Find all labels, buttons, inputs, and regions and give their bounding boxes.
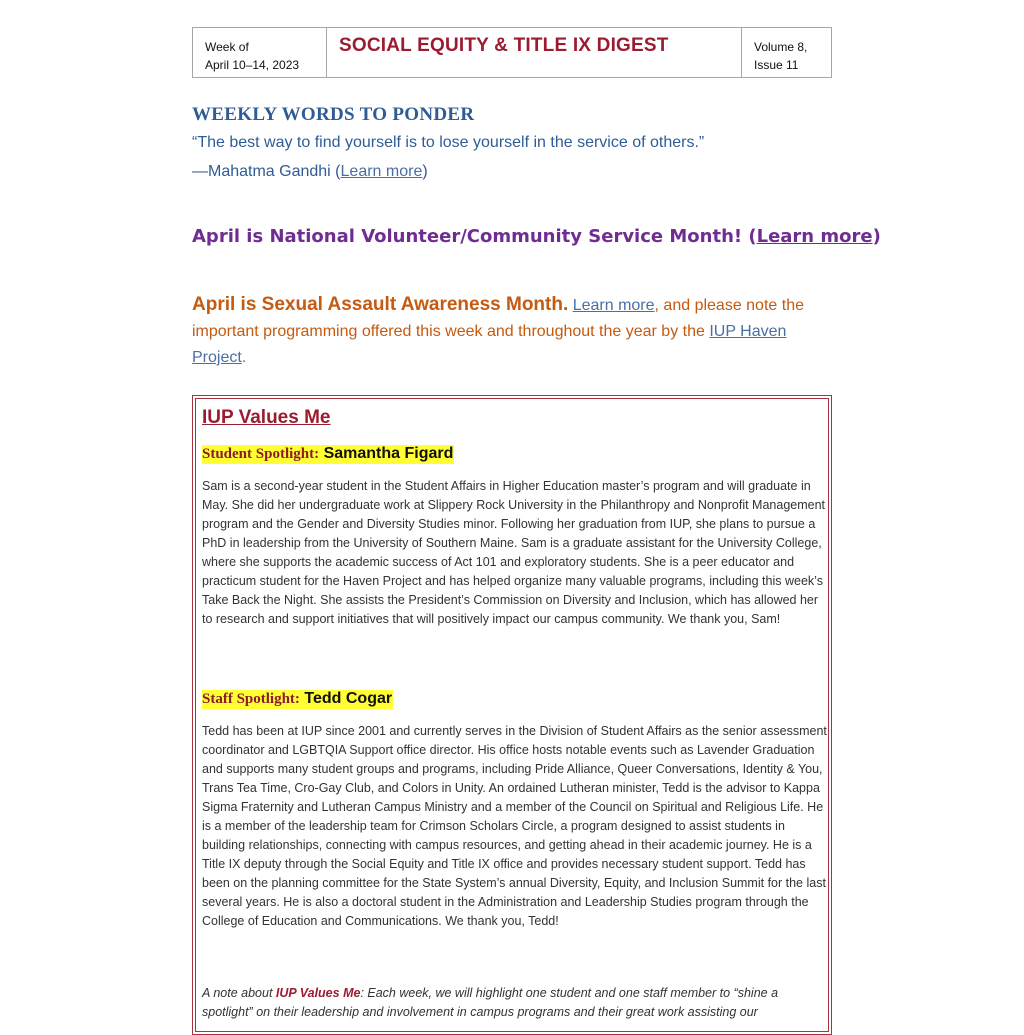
staff-spotlight-heading — [202, 690, 393, 709]
week-dates: April 10–14, 2023 — [205, 58, 300, 72]
staff-spotlight-label: Staff Spotlight: — [202, 691, 300, 707]
volunteer-learn-more-link[interactable]: Learn more — [756, 226, 873, 247]
issue-week — [193, 28, 327, 77]
gandhi-quote: “The best way to find yourself is to lose yourself in the service of others.” — [192, 134, 705, 151]
quote-attribution — [192, 163, 428, 181]
staff-bio: Tedd has been at IUP since 2001 and currently serves in the Division of Student Affairs as the senior assessment coordinator and LGBTQIA Support office director. His office hosts notable events such as Lavender Graduation and supports many student groups and programs, including Pride Alliance, Queer Conversations, Identity & You, Trans Tea Time, Cro-Gay Club, and Colors in Unity. An ordained Lutheran minister, Tedd is the advisor to Kappa Sigma Fraternity and Lutheran Campus Ministry and a member of the Council on Spiritual and Religious Life. He is a member of the leadership team for Crimson Scholars Circle, a program designed to assist students in building relationships, connecting with campus resources, and getting ahead in their academic journey. He is a Title IX deputy through the Social Equity and Title IX office and provides necessary student support. Tedd has been on the planning committee for the State System’s annual Diversity, Equity, and Inclusion Summit for the last several years. He is also a doctoral student in the Administration and Leadership Studies program through the College of Education and Communications. We thank you, Tedd! — [202, 724, 827, 928]
gandhi-learn-more-link[interactable]: Learn more — [340, 163, 423, 180]
student-spotlight-label: Student Spotlight: — [202, 446, 320, 462]
ponder-heading: WEEKLY WORDS TO PONDER — [192, 104, 475, 125]
note-brand: IUP Values Me — [275, 986, 361, 1000]
note-text: : Each week, we will highlight one student and one staff member to “shine a spotlight” on their leadership and involvement in campus programs and their great work assisting our — [202, 986, 779, 1019]
attribution-close: ) — [422, 163, 428, 180]
iup-values-me-box — [192, 395, 832, 1035]
volunteer-text: April is National Volunteer/Community Service Month! ( — [192, 226, 757, 247]
values-title: IUP Values Me — [202, 407, 331, 428]
issue-number: Issue 11 — [754, 58, 799, 72]
haven-project-link[interactable]: IUP Haven Project — [192, 323, 787, 366]
volunteer-month-announcement — [192, 226, 881, 247]
values-inner-frame — [195, 398, 829, 1032]
newsletter-title: SOCIAL EQUITY & TITLE IX DIGEST — [327, 28, 742, 77]
staff-name: Tedd Cogar — [304, 690, 393, 707]
note-prefix: A note about — [202, 986, 276, 1000]
assault-end: . — [241, 349, 247, 366]
week-label: Week of — [205, 40, 249, 54]
assault-learn-more-link[interactable]: Learn more — [572, 297, 655, 314]
assault-awareness-announcement — [192, 292, 832, 371]
values-note — [202, 984, 828, 1022]
student-bio: Sam is a second-year student in the Student Affairs in Higher Education master’s program and will graduate in May. She did her undergraduate work at Slippery Rock University in the Philanthropy and Nonprofit Management program and the Gender and Diversity Studies minor. Following her graduation from IUP, she plans to pursue a PhD in leadership from the University of Southern Maine. Sam is a graduate assistant for the University College, where she supports the academic success of Act 101 and exploratory students. She is a peer educator and practicum student for the Haven Project and has helped organize many valuable programs, including this week’s Take Back the Night. She assists the President’s Commission on Diversity and Inclusion, which has allowed her to research and support initiatives that will positively impact our campus community. We thank you, Sam! — [202, 479, 826, 626]
assault-middle: , and please note the important programming offered this week and throughout the year by the — [192, 297, 804, 340]
masthead-table — [192, 27, 832, 78]
student-name: Samantha Figard — [323, 445, 454, 462]
student-spotlight-heading — [202, 445, 454, 464]
volunteer-close: ) — [872, 226, 881, 247]
issue-volume — [742, 28, 831, 77]
assault-lead: April is Sexual Assault Awareness Month. — [192, 294, 569, 315]
attribution-text: —Mahatma Gandhi ( — [192, 163, 341, 180]
volume-number: Volume 8, — [754, 40, 808, 54]
